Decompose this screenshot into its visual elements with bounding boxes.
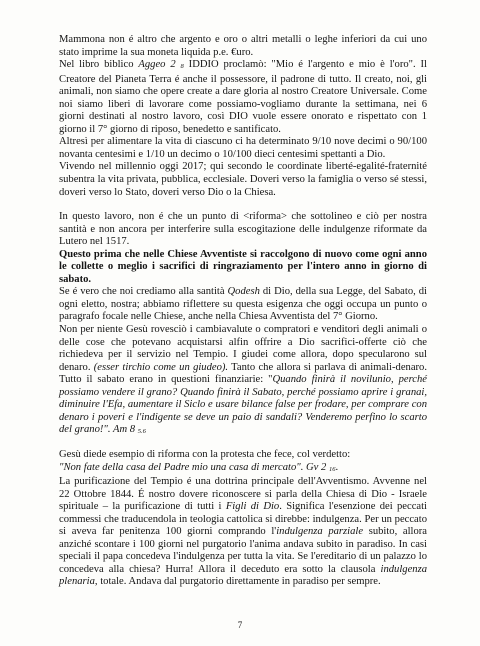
- text-run: Mammona non é altro che argento e oro o altri metalli o leghe inferiori da cui uno stato imprime la sua moneta liquida p.e. €uro.: [59, 34, 427, 58]
- text-run: In questo lavoro, non é che un punto di <riforma> che sottolineo e ciò per nostra santità e non ancora per interferire sulla escogitazione delle indulgenze riformate da Lutero nel 1517.: [59, 211, 427, 248]
- text-run: .: [335, 461, 339, 473]
- paragraph-gesu: [59, 449, 427, 462]
- bible-reference: Aggeo 2: [138, 59, 181, 71]
- text-run: La purificazione del Tempio é una dottrina principale dell'Avventismo. Avvenne nel 22 Ottobre 1844. É nostro dovere riconoscere si parla della Chiesa di Dio - Israele spirituale – la purificazione di tutti i: [59, 476, 427, 513]
- paragraph-purificazione: [59, 476, 427, 589]
- paragraph-millennio: [59, 161, 427, 199]
- text-run: , totale. Andava dal purgatorio direttamente in paradiso per sempre.: [94, 576, 381, 588]
- paragraph-qodesh: [59, 286, 427, 324]
- italic-aside: (esser tirchio come un giudeo).: [93, 361, 229, 373]
- paragraph-collette-bold: [59, 249, 427, 287]
- text-run: Non per niente Gesù rovesciò i cambiavalute o compratori e venditori degli animali o delle cose che potevano acquistarsi alfin offrire a Dio sacrifici-offerte ciò che richiedeva per il servizio nel Tempio. I giudei come allora, dopo specularono sul denaro.: [59, 324, 427, 373]
- verse-number: 16: [328, 465, 336, 473]
- body-text: [59, 34, 427, 589]
- text-run: Altresì per alimentare la vita di ciascuno ci ha determinato 9/10 nove decimi o 90/100 novanta centesimi e 1/10 un decimo o 10/100 dieci centesimi spettanti a Dio.: [59, 136, 427, 160]
- text-run: Tanto che allora si parlava di animali-denaro. Tutto il sabato erano in questioni finanziarie: ": [59, 361, 427, 386]
- paragraph-mammona: [59, 34, 427, 59]
- text-run: Gesù diede esempio di riforma con la protesta che fece, col verdetto:: [59, 448, 351, 460]
- term-qodesh: Qodesh: [227, 286, 260, 298]
- page-number: 7: [237, 620, 243, 630]
- term-indulgenza-plenaria: indulgenza plenaria: [59, 563, 427, 588]
- text-run: . Significa l'esenzione dei peccati commessi che traducendola in teologia cattolica si direbbe: indulgenza. Per un peccato si aveva far penitenza 100 giorni comprando l': [59, 501, 428, 538]
- text-run: di Dio, della sua Legge, del Sabato, di ogni eletto, nostra; abbiamo riflettere su questa esigenza che oggi occupa un punto o paragrafo focale nelle Chiese, anche nella Chiesa Avventista del 7° Giorno.: [59, 286, 427, 323]
- verse-number: 5.6: [137, 428, 146, 436]
- verse-number: 8: [180, 63, 184, 71]
- amos-quote: Quando finirà il novilunio, perché possiamo vendere il grano? Quando finirà il Sabato, perché possiamo aprire i granai, diminuire l'Efa, aumentare il Siclo e usare bilance false per frodare, per comprare con denaro i poveri e l'indigente se deve un paio di sandali? Venderemo perfino lo scarto del grano!". Am 8: [59, 374, 427, 436]
- paragraph-cambiavalute: [59, 324, 427, 439]
- term-indulgenza-parziale: indulgenza parziale: [276, 526, 364, 538]
- text-run: Nel libro biblico: [59, 59, 139, 71]
- john-quote: "Non fate della casa del Padre mio una casa di mercato". Gv 2: [59, 461, 329, 473]
- term-figli-di-dio: Figli di Dio: [225, 501, 280, 513]
- text-run: Questo prima che nelle Chiese Avventiste si raccolgono di nuovo come ogni anno le collette o meglio i sacrifici di ringraziamento per l'intero anno in giorno di sabato.: [59, 248, 427, 285]
- paragraph-aggeo: [59, 59, 427, 136]
- text-run: Vivendo nel millennio oggi 2017; qui secondo le coordinate liberté-egalité-fraternité subentra la vita privata, pubblica, ecclesiale. Doveri verso la famiglia o verso sé stessi, doveri verso lo Stato, doveri verso Dio o la Chiesa.: [59, 161, 427, 198]
- text-run: Se é vero che noi crediamo alla santità: [59, 286, 228, 298]
- paragraph-riforma: [59, 211, 427, 249]
- text-run: IDDIO proclamò: "Mio é l'argento e mio è l'oro". Il Creatore del Pianeta Terra é anche il possessore, il padrone di tutto. Il creato, noi, gli animali, non siamo che opere create a dare gloria al nostro Creatore Universale. Come noi siamo liberi di lavorare come possiamo-vogliamo durante la settimana, nei 6 giorni destinati al nostro lavoro, così DIO vuole essere onorato e rispettato con 1 giorno il 7° giorno di riposo, benedetto e santificato.: [59, 59, 428, 135]
- paragraph-john-quote: [59, 462, 427, 477]
- paragraph-decimi: [59, 136, 427, 161]
- text-run: subito, allora anziché scontare i 100 giorni nel purgatorio l'anima andava subito in paradiso. In casi speciali il papa concedeva l'indulgenza per tutta la vita. Se l'ereditario di un palazzo lo concedeva alla chiesa? Hurra! Allora il deceduto era sotto la clausola: [59, 526, 427, 575]
